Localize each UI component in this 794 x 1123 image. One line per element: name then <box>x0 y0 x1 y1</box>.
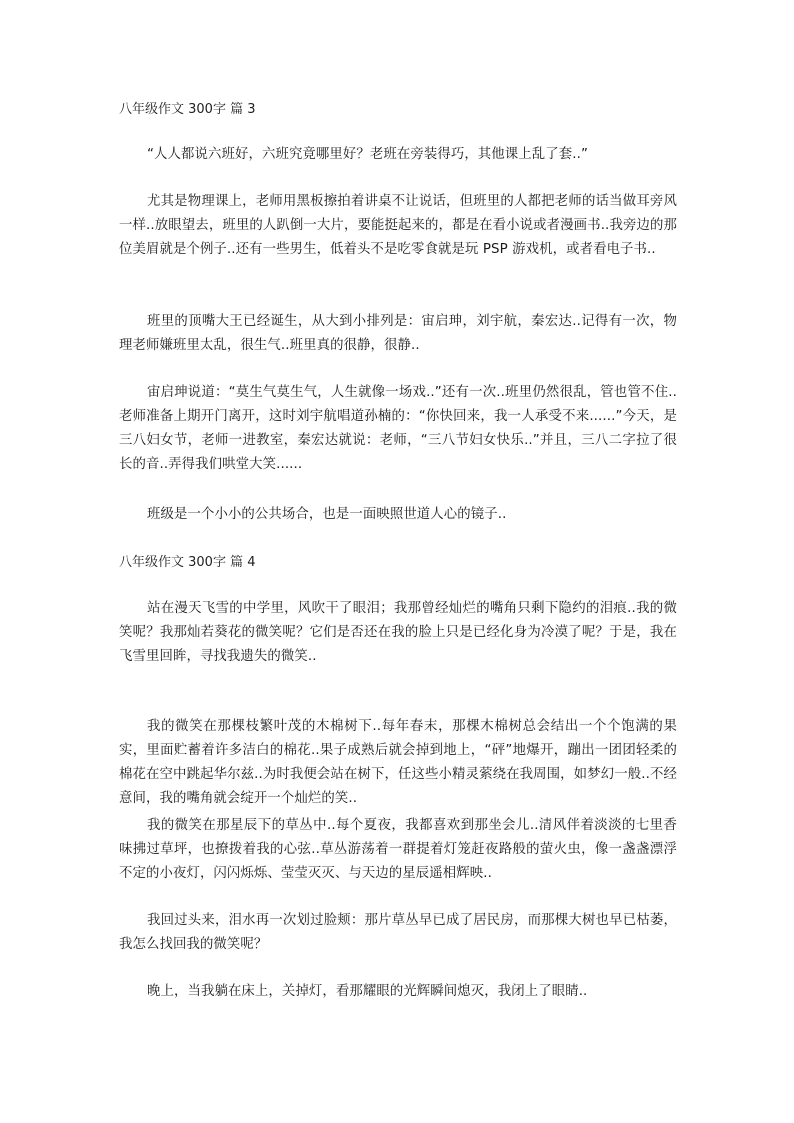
paragraph: 晚上，当我躺在床上，关掉灯，看那耀眼的光辉瞬间熄灭，我闭上了眼睛.. <box>147 984 588 999</box>
paragraph: 班里的顶嘴大王已经诞生，从大到小排列是：宙启珅，刘宇航，秦宏达..记得有一次，物理老师嫌班里太乱，很生气..班里真的很静，很静.. <box>119 314 677 353</box>
paragraph: 班级是一个小小的公共场合，也是一面映照世道人心的镜子.. <box>147 507 507 522</box>
paragraph: 我的微笑在那星辰下的草丛中..每个夏夜，我都喜欢到那坐会儿..清风伴着淡淡的七里香味拂过草坪，也撩拨着我的心弦..草丛游荡着一群提着灯笼赶夜路般的萤火虫，像一盏盏漂浮不定的小夜灯，闪闪烁烁、莹莹灭灭、与天边的星辰遥相辉映.. <box>119 818 677 881</box>
paragraph: 我的微笑在那棵枝繁叶茂的木棉树下..每年春末，那棵木棉树总会结出一个个饱满的果实，里面贮蓄着许多洁白的棉花..果子成熟后就会掉到地上，“砰”地爆开，蹦出一团团轻柔的棉花在空中跳起华尔兹..为时我便会站在树下，任这些小精灵萦绕在我周围，如梦幻一般..不经意间，我的嘴角就会绽开一个灿烂的笑.. <box>119 719 677 806</box>
paragraph: 我回过头来，泪水再一次划过脸颊：那片草丛早已成了居民房，而那棵大树也早已枯萎，我怎么找回我的微笑呢？ <box>119 913 677 952</box>
section-heading: 八年级作文 300字 篇 4 <box>119 555 256 570</box>
paragraph: 尤其是物理课上，老师用黑板擦拍着讲桌不让说话，但班里的人都把老师的话当做耳旁风一样..放眼望去，班里的人趴倒一大片，要能挺起来的，都是在看小说或者漫画书..我旁边的那位美眉就是个例子..还有一些男生，低着头不是吃零食就是玩 PSP 游戏机，或者看电子书.. <box>119 194 677 257</box>
paragraph: 宙启珅说道：“莫生气莫生气，人生就像一场戏..”还有一次..班里仍然很乱，管也管不住..老师准备上期开门离开，这时刘宇航唱道孙楠的：“你快回来，我一人承受不来......”今天，是三八妇女节，老师一进教室，秦宏达就说：老师，“三八节妇女快乐..”并且，三八二字拉了很长的音..弄得我们哄堂大笑...... <box>119 385 677 472</box>
paragraph: “人人都说六班好，六班究竟哪里好？老班在旁装得巧，其他课上乱了套..” <box>147 147 588 162</box>
paragraph: 站在漫天飞雪的中学里，风吹干了眼泪；我那曾经灿烂的嘴角只剩下隐约的泪痕..我的微笑呢？我那灿若葵花的微笑呢？它们是否还在我的脸上只是已经化身为冷漠了呢？于是，我在飞雪里回眸，寻找我遗失的微笑.. <box>119 601 677 664</box>
section-heading: 八年级作文 300字 篇 3 <box>119 102 256 117</box>
